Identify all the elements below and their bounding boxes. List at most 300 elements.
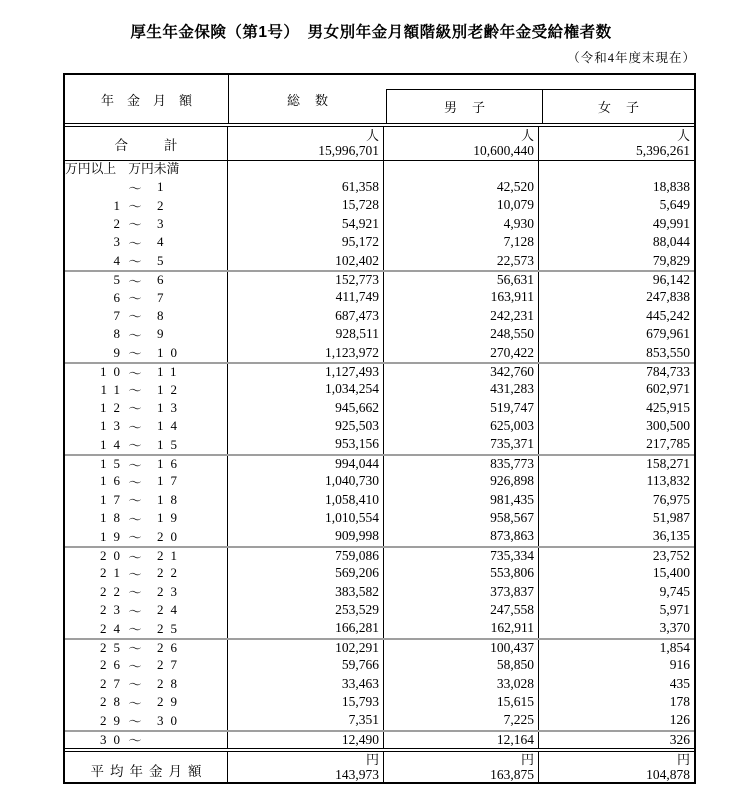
range-label bbox=[65, 583, 227, 601]
range-label-cell bbox=[65, 417, 228, 435]
total-count-value: 759,086 bbox=[335, 547, 379, 563]
range-label bbox=[65, 656, 227, 674]
female-count-cell bbox=[539, 491, 694, 509]
tilde-symbol: ～ bbox=[128, 549, 142, 565]
range-to: 6 bbox=[157, 272, 171, 288]
range-label-cell bbox=[65, 215, 228, 233]
male-count-cell bbox=[384, 196, 539, 214]
unit-yen: 円 bbox=[520, 752, 534, 767]
range-from: 29 bbox=[100, 712, 127, 728]
range-to: 7 bbox=[157, 289, 171, 305]
female-count-cell bbox=[539, 435, 694, 453]
total-count-cell bbox=[228, 215, 384, 233]
range-from: 7 bbox=[113, 307, 127, 323]
female-count-cell bbox=[539, 344, 694, 362]
male-count-cell bbox=[384, 564, 539, 582]
tilde-symbol: ～ bbox=[128, 457, 142, 473]
female-count-value: 445,242 bbox=[646, 307, 690, 323]
table-row bbox=[65, 196, 694, 214]
grand-total-male-cell bbox=[384, 127, 539, 160]
male-count-value: 873,863 bbox=[490, 528, 534, 544]
range-to: 24 bbox=[157, 602, 184, 618]
male-count-value: 56,631 bbox=[496, 271, 534, 287]
female-count-cell bbox=[539, 675, 694, 693]
range-label bbox=[65, 619, 227, 637]
range-from: 6 bbox=[113, 289, 127, 305]
total-count-value: 61,358 bbox=[341, 179, 379, 194]
tilde-symbol: ～ bbox=[128, 493, 142, 509]
table-row bbox=[65, 252, 694, 270]
total-count-value: 33,463 bbox=[341, 675, 379, 691]
range-label bbox=[65, 456, 227, 472]
range-to: 18 bbox=[157, 491, 184, 507]
total-count-cell bbox=[228, 380, 384, 398]
male-count-value: 15,615 bbox=[496, 693, 534, 709]
male-count-value: 7,225 bbox=[503, 712, 534, 728]
female-count-cell bbox=[539, 417, 694, 435]
tilde-symbol: ～ bbox=[128, 291, 142, 307]
table-row bbox=[65, 509, 694, 527]
range-label-cell bbox=[65, 491, 228, 509]
female-count-cell bbox=[539, 601, 694, 619]
male-count-value: 431,283 bbox=[490, 381, 534, 397]
male-count-cell bbox=[384, 233, 539, 251]
range-to: 20 bbox=[157, 528, 184, 544]
range-units-label-cell bbox=[65, 161, 228, 178]
male-count-value: 247,558 bbox=[490, 601, 534, 617]
range-label-cell bbox=[65, 178, 228, 196]
range-to: 5 bbox=[157, 252, 171, 268]
total-count-value: 687,473 bbox=[335, 307, 379, 323]
table-body bbox=[65, 178, 694, 748]
range-from: 18 bbox=[100, 510, 127, 526]
range-label-cell bbox=[65, 307, 228, 325]
female-count-value: 1,854 bbox=[659, 639, 690, 655]
range-to: 2 bbox=[157, 197, 171, 213]
grand-total-female-value: 5,396,261 bbox=[636, 143, 690, 158]
female-count-value: 679,961 bbox=[646, 326, 690, 342]
male-count-value: 12,164 bbox=[496, 731, 534, 747]
total-count-value: 152,773 bbox=[335, 271, 379, 287]
male-count-value: 22,573 bbox=[496, 252, 534, 268]
range-units-row bbox=[65, 161, 694, 178]
total-count-value: 7,351 bbox=[348, 712, 379, 728]
range-from: 19 bbox=[100, 528, 127, 544]
range-to: 15 bbox=[157, 436, 184, 452]
range-from: 22 bbox=[100, 583, 127, 599]
total-count-value: 569,206 bbox=[335, 565, 379, 581]
female-count-value: 126 bbox=[669, 712, 690, 728]
total-count-cell bbox=[228, 491, 384, 509]
female-count-value: 784,733 bbox=[646, 363, 690, 379]
table-row bbox=[65, 656, 694, 674]
range-label bbox=[65, 564, 227, 582]
table-row bbox=[65, 638, 694, 656]
range-from: 1 bbox=[113, 197, 127, 213]
range-label bbox=[65, 527, 227, 545]
tilde-symbol: ～ bbox=[128, 714, 142, 730]
unit-persons: 人 bbox=[365, 128, 379, 143]
grand-total-label-cell bbox=[65, 127, 228, 160]
range-from: 21 bbox=[100, 565, 127, 581]
female-count-cell bbox=[539, 307, 694, 325]
range-from: 8 bbox=[113, 326, 127, 342]
range-to: 23 bbox=[157, 583, 184, 599]
table-header bbox=[65, 75, 694, 127]
total-count-value: 1,127,493 bbox=[325, 363, 379, 379]
female-count-value: 158,271 bbox=[646, 455, 690, 471]
table-row bbox=[65, 325, 694, 343]
female-count-value: 113,832 bbox=[646, 473, 690, 489]
total-count-value: 909,998 bbox=[335, 528, 379, 544]
female-count-value: 36,135 bbox=[652, 528, 690, 544]
range-label bbox=[65, 732, 227, 748]
unit-persons: 人 bbox=[676, 128, 690, 143]
female-count-value: 76,975 bbox=[652, 491, 690, 507]
average-total-cell bbox=[228, 752, 384, 782]
tilde-symbol: ～ bbox=[128, 254, 142, 270]
tilde-symbol: ～ bbox=[128, 273, 142, 289]
range-label bbox=[65, 233, 227, 251]
total-count-value: 1,123,972 bbox=[325, 344, 379, 360]
range-label bbox=[65, 640, 227, 656]
male-count-cell bbox=[384, 215, 539, 233]
male-count-cell bbox=[384, 288, 539, 306]
male-count-value: 270,422 bbox=[490, 344, 534, 360]
female-count-value: 15,400 bbox=[652, 565, 690, 581]
female-count-cell bbox=[539, 527, 694, 545]
male-count-cell bbox=[384, 252, 539, 270]
total-count-cell bbox=[228, 272, 384, 288]
range-label bbox=[65, 178, 227, 196]
total-count-value: 15,793 bbox=[341, 693, 379, 709]
tilde-symbol: ～ bbox=[128, 401, 142, 417]
male-count-cell bbox=[384, 307, 539, 325]
unit-yen: 円 bbox=[365, 752, 379, 767]
average-female-value: 104,878 bbox=[646, 766, 690, 782]
female-count-cell bbox=[539, 196, 694, 214]
female-count-value: 88,044 bbox=[652, 234, 690, 250]
table-row bbox=[65, 380, 694, 398]
male-count-value: 958,567 bbox=[490, 510, 534, 526]
range-label-cell bbox=[65, 675, 228, 693]
range-from: 9 bbox=[113, 344, 127, 360]
range-label bbox=[65, 399, 227, 417]
male-count-cell bbox=[384, 732, 539, 748]
tilde-symbol: ～ bbox=[128, 419, 142, 435]
table-row bbox=[65, 233, 694, 251]
grand-total-total-value: 15,996,701 bbox=[318, 143, 379, 158]
range-label bbox=[65, 601, 227, 619]
female-count-value: 9,745 bbox=[659, 583, 690, 599]
tilde-symbol: ～ bbox=[128, 641, 142, 657]
total-count-cell bbox=[228, 178, 384, 196]
total-count-value: 1,034,254 bbox=[325, 381, 379, 397]
range-from: 20 bbox=[100, 548, 127, 564]
male-count-value: 519,747 bbox=[490, 399, 534, 415]
range-label-cell bbox=[65, 619, 228, 637]
range-unit-lower: 万円以上 bbox=[65, 162, 117, 176]
range-label-cell bbox=[65, 548, 228, 564]
range-to: 27 bbox=[157, 657, 184, 673]
range-label-cell bbox=[65, 640, 228, 656]
range-label-cell bbox=[65, 233, 228, 251]
range-from: 28 bbox=[100, 694, 127, 710]
total-count-value: 95,172 bbox=[341, 234, 379, 250]
grand-total-male-value: 10,600,440 bbox=[473, 143, 534, 158]
range-label bbox=[65, 288, 227, 306]
female-count-cell bbox=[539, 711, 694, 729]
total-count-value: 383,582 bbox=[335, 583, 379, 599]
male-count-value: 42,520 bbox=[496, 179, 534, 194]
male-count-cell bbox=[384, 640, 539, 656]
total-count-cell bbox=[228, 656, 384, 674]
range-label-cell bbox=[65, 325, 228, 343]
header-total bbox=[229, 75, 386, 123]
range-to: 13 bbox=[157, 399, 184, 415]
male-count-cell bbox=[384, 380, 539, 398]
total-count-cell bbox=[228, 619, 384, 637]
range-label bbox=[65, 711, 227, 729]
male-count-value: 10,079 bbox=[496, 197, 534, 213]
male-count-cell bbox=[384, 583, 539, 601]
total-count-value: 411,749 bbox=[335, 289, 379, 305]
header-female-label: 女子 bbox=[597, 100, 654, 115]
table-row bbox=[65, 399, 694, 417]
male-count-cell bbox=[384, 272, 539, 288]
female-count-cell bbox=[539, 640, 694, 656]
table-row bbox=[65, 435, 694, 453]
total-count-cell bbox=[228, 732, 384, 748]
female-count-cell bbox=[539, 399, 694, 417]
female-count-value: 5,971 bbox=[659, 601, 690, 617]
total-count-cell bbox=[228, 307, 384, 325]
female-count-value: 49,991 bbox=[652, 215, 690, 231]
empty-cell bbox=[384, 161, 539, 178]
male-count-value: 835,773 bbox=[490, 455, 534, 471]
male-count-value: 4,930 bbox=[503, 215, 534, 231]
range-to: 29 bbox=[157, 694, 184, 710]
total-count-cell bbox=[228, 344, 384, 362]
female-count-value: 5,649 bbox=[659, 197, 690, 213]
range-label bbox=[65, 380, 227, 398]
range-to: 26 bbox=[157, 639, 184, 655]
table-row bbox=[65, 693, 694, 711]
range-from: 30 bbox=[100, 731, 127, 747]
male-count-value: 33,028 bbox=[496, 675, 534, 691]
female-count-cell bbox=[539, 732, 694, 748]
range-label-cell bbox=[65, 509, 228, 527]
table-row bbox=[65, 178, 694, 196]
male-count-cell bbox=[384, 344, 539, 362]
range-from: 24 bbox=[100, 620, 127, 636]
table-row bbox=[65, 454, 694, 472]
table-row bbox=[65, 362, 694, 380]
female-count-value: 916 bbox=[669, 657, 690, 673]
range-label-cell bbox=[65, 344, 228, 362]
male-count-cell bbox=[384, 711, 539, 729]
table-row bbox=[65, 527, 694, 545]
header-pension-amount bbox=[65, 75, 229, 123]
range-label-cell bbox=[65, 711, 228, 729]
average-female-cell bbox=[539, 752, 694, 782]
total-count-cell bbox=[228, 252, 384, 270]
range-label bbox=[65, 307, 227, 325]
range-from: 12 bbox=[100, 399, 127, 415]
range-label-cell bbox=[65, 472, 228, 490]
header-male-label: 男子 bbox=[443, 100, 500, 115]
tilde-symbol: ～ bbox=[128, 327, 142, 343]
table-row bbox=[65, 546, 694, 564]
female-count-value: 217,785 bbox=[646, 436, 690, 452]
range-label-cell bbox=[65, 435, 228, 453]
tilde-symbol: ～ bbox=[128, 603, 142, 619]
total-count-cell bbox=[228, 564, 384, 582]
table-row bbox=[65, 417, 694, 435]
range-from: 2 bbox=[113, 215, 127, 231]
male-count-value: 735,371 bbox=[490, 436, 534, 452]
female-count-cell bbox=[539, 178, 694, 196]
range-label bbox=[65, 215, 227, 233]
male-count-cell bbox=[384, 527, 539, 545]
female-count-value: 300,500 bbox=[646, 418, 690, 434]
table-row bbox=[65, 215, 694, 233]
male-count-value: 162,911 bbox=[490, 620, 534, 636]
total-count-value: 102,291 bbox=[335, 639, 379, 655]
male-count-value: 735,334 bbox=[490, 547, 534, 563]
table-row bbox=[65, 307, 694, 325]
range-label bbox=[65, 491, 227, 509]
total-count-cell bbox=[228, 435, 384, 453]
range-to: 11 bbox=[157, 364, 184, 380]
male-count-cell bbox=[384, 472, 539, 490]
range-from: 17 bbox=[100, 491, 127, 507]
range-to: 22 bbox=[157, 565, 184, 581]
range-to: 3 bbox=[157, 215, 171, 231]
total-count-cell bbox=[228, 583, 384, 601]
range-label bbox=[65, 196, 227, 214]
total-count-value: 59,766 bbox=[341, 657, 379, 673]
range-from: 26 bbox=[100, 657, 127, 673]
range-label-cell bbox=[65, 364, 228, 380]
range-label bbox=[65, 693, 227, 711]
total-count-cell bbox=[228, 233, 384, 251]
range-label-cell bbox=[65, 380, 228, 398]
total-count-value: 953,156 bbox=[335, 436, 379, 452]
male-count-cell bbox=[384, 491, 539, 509]
tilde-symbol: ～ bbox=[128, 530, 142, 546]
range-label-cell bbox=[65, 272, 228, 288]
range-to: 1 bbox=[157, 179, 171, 195]
male-count-cell bbox=[384, 619, 539, 637]
range-label bbox=[65, 325, 227, 343]
total-count-value: 994,044 bbox=[335, 455, 379, 471]
tilde-symbol: ～ bbox=[128, 235, 142, 251]
table-row bbox=[65, 344, 694, 362]
total-count-cell bbox=[228, 640, 384, 656]
table-row bbox=[65, 711, 694, 729]
header-total-label: 総数 bbox=[286, 92, 343, 108]
range-to: 30 bbox=[157, 712, 184, 728]
female-count-cell bbox=[539, 509, 694, 527]
page-title: 厚生年金保険（第1号） 男女別年金月額階級別老齢年金受給権者数 bbox=[130, 24, 612, 41]
grand-total-row bbox=[65, 127, 694, 161]
average-row bbox=[65, 748, 694, 782]
male-count-value: 58,850 bbox=[496, 657, 534, 673]
female-count-value: 23,752 bbox=[652, 547, 690, 563]
female-count-value: 51,987 bbox=[652, 510, 690, 526]
range-from: 16 bbox=[100, 473, 127, 489]
range-label bbox=[65, 272, 227, 288]
male-count-value: 981,435 bbox=[490, 491, 534, 507]
range-to: 16 bbox=[157, 456, 184, 472]
female-count-cell bbox=[539, 233, 694, 251]
range-label bbox=[65, 435, 227, 453]
male-count-cell bbox=[384, 675, 539, 693]
range-label-cell bbox=[65, 196, 228, 214]
total-count-value: 1,010,554 bbox=[325, 510, 379, 526]
total-count-value: 925,503 bbox=[335, 418, 379, 434]
total-count-value: 945,662 bbox=[335, 399, 379, 415]
grand-total-total-cell bbox=[228, 127, 384, 160]
male-count-value: 926,898 bbox=[490, 473, 534, 489]
range-label-cell bbox=[65, 288, 228, 306]
total-count-cell bbox=[228, 675, 384, 693]
male-count-cell bbox=[384, 509, 539, 527]
tilde-symbol: ～ bbox=[128, 383, 142, 398]
male-count-value: 553,806 bbox=[490, 565, 534, 581]
female-count-cell bbox=[539, 548, 694, 564]
male-count-cell bbox=[384, 548, 539, 564]
range-label-cell bbox=[65, 456, 228, 472]
range-to: 17 bbox=[157, 473, 184, 489]
average-male-cell bbox=[384, 752, 539, 782]
range-label bbox=[65, 344, 227, 362]
range-label bbox=[65, 548, 227, 564]
range-to: 8 bbox=[157, 307, 171, 323]
total-count-cell bbox=[228, 711, 384, 729]
tilde-symbol: ～ bbox=[128, 365, 142, 381]
empty-cell bbox=[228, 161, 384, 178]
male-count-cell bbox=[384, 456, 539, 472]
tilde-symbol: ～ bbox=[128, 695, 142, 711]
male-count-cell bbox=[384, 417, 539, 435]
range-from: 27 bbox=[100, 675, 127, 691]
pension-statistics-table bbox=[63, 73, 696, 784]
average-total-value: 143,973 bbox=[335, 766, 379, 782]
date-note: （令和4年度末現在） bbox=[567, 51, 696, 65]
total-count-value: 12,490 bbox=[341, 731, 379, 747]
range-label-cell bbox=[65, 693, 228, 711]
range-to: 28 bbox=[157, 675, 184, 691]
female-count-value: 425,915 bbox=[646, 399, 690, 415]
unit-yen: 円 bbox=[676, 752, 690, 767]
male-count-value: 100,437 bbox=[490, 639, 534, 655]
range-from: 4 bbox=[113, 252, 127, 268]
range-from: 25 bbox=[100, 639, 127, 655]
total-count-cell bbox=[228, 364, 384, 380]
tilde-symbol: ～ bbox=[128, 677, 142, 693]
table-row bbox=[65, 564, 694, 582]
table-row bbox=[65, 472, 694, 490]
range-label bbox=[65, 509, 227, 527]
range-to: 25 bbox=[157, 620, 184, 636]
total-count-cell bbox=[228, 399, 384, 417]
range-label-cell bbox=[65, 527, 228, 545]
female-count-value: 96,142 bbox=[652, 271, 690, 287]
female-count-value: 247,838 bbox=[646, 289, 690, 305]
range-label-cell bbox=[65, 583, 228, 601]
